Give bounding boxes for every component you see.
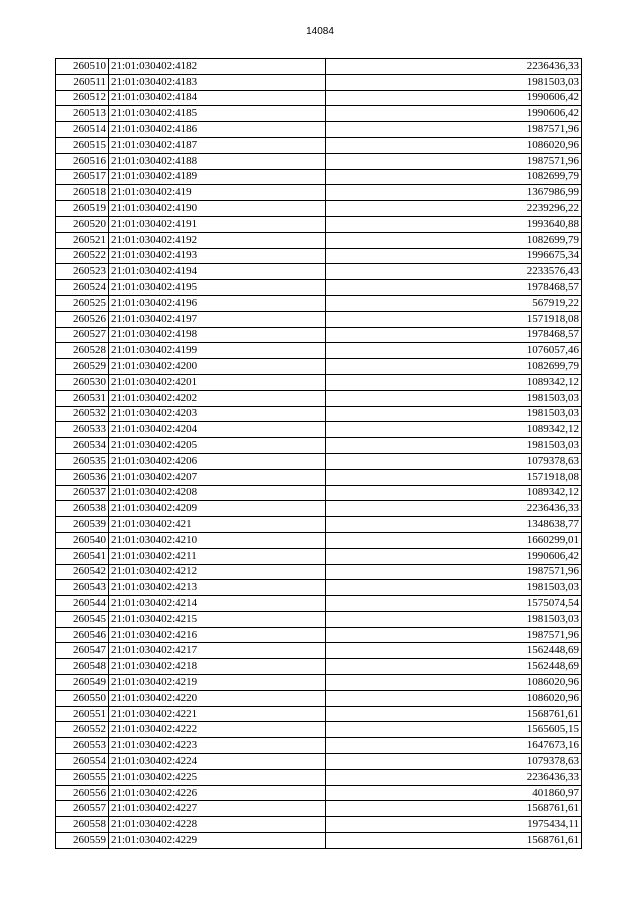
cadastral-value-cell: 1571918,08 [326,469,582,485]
table-row [56,153,582,169]
cadastral-number-cell: 21:01:030402:4196 [109,295,326,311]
cadastral-number-cell: 21:01:030402:4204 [109,422,326,438]
cadastral-number-cell: 21:01:030402:4228 [109,817,326,833]
cadastral-value-cell: 1990606,42 [326,106,582,122]
table-row [56,548,582,564]
cadastral-value-cell: 1086020,96 [326,675,582,691]
cadastral-number-cell: 21:01:030402:4201 [109,374,326,390]
table-row [56,137,582,153]
cadastral-number-cell: 21:01:030402:4221 [109,706,326,722]
row-number-cell: 260549 [56,675,109,691]
cadastral-number-cell: 21:01:030402:4186 [109,122,326,138]
row-number-cell: 260534 [56,438,109,454]
cadastral-number-cell: 21:01:030402:4213 [109,580,326,596]
row-number-cell: 260522 [56,248,109,264]
row-number-cell: 260559 [56,833,109,849]
row-number-cell: 260536 [56,469,109,485]
cadastral-value-cell: 1565605,15 [326,722,582,738]
table-row [56,754,582,770]
table-row [56,611,582,627]
row-number-cell: 260553 [56,738,109,754]
cadastral-number-cell: 21:01:030402:4203 [109,406,326,422]
row-number-cell: 260527 [56,327,109,343]
cadastral-value-cell: 1571918,08 [326,311,582,327]
cadastral-value-cell: 1981503,03 [326,611,582,627]
row-number-cell: 260550 [56,690,109,706]
table-row [56,264,582,280]
cadastral-number-cell: 21:01:030402:4224 [109,754,326,770]
row-number-cell: 260513 [56,106,109,122]
row-number-cell: 260556 [56,785,109,801]
table-row [56,722,582,738]
table-row [56,706,582,722]
table-row [56,785,582,801]
cadastral-value-cell: 1981503,03 [326,438,582,454]
cadastral-value-cell: 1996675,34 [326,248,582,264]
cadastral-number-cell: 21:01:030402:4219 [109,675,326,691]
cadastral-value-cell: 1987571,96 [326,122,582,138]
table-row [56,738,582,754]
row-number-cell: 260516 [56,153,109,169]
cadastral-number-cell: 21:01:030402:4222 [109,722,326,738]
cadastral-value-cell: 1089342,12 [326,485,582,501]
cadastral-number-cell: 21:01:030402:4206 [109,453,326,469]
cadastral-value-cell: 2236436,33 [326,501,582,517]
cadastral-value-cell: 2236436,33 [326,59,582,75]
table-row [56,201,582,217]
cadastral-value-cell: 1562448,69 [326,643,582,659]
cadastral-number-cell: 21:01:030402:4207 [109,469,326,485]
row-number-cell: 260526 [56,311,109,327]
cadastral-number-cell: 21:01:030402:4187 [109,137,326,153]
table-row [56,643,582,659]
cadastral-value-cell: 1568761,61 [326,801,582,817]
cadastral-value-cell: 1079378,63 [326,453,582,469]
cadastral-value-cell: 1367986,99 [326,185,582,201]
cadastral-value-cell: 1975434,11 [326,817,582,833]
cadastral-value-cell: 1086020,96 [326,690,582,706]
cadastral-number-cell: 21:01:030402:4223 [109,738,326,754]
cadastral-number-cell: 21:01:030402:4208 [109,485,326,501]
table-body [56,59,582,849]
cadastral-value-cell: 1575074,54 [326,596,582,612]
table-row [56,769,582,785]
table-row [56,280,582,296]
cadastral-value-cell: 1568761,61 [326,833,582,849]
row-number-cell: 260544 [56,596,109,612]
cadastral-number-cell: 21:01:030402:4210 [109,532,326,548]
table-row [56,216,582,232]
table-row [56,564,582,580]
cadastral-number-cell: 21:01:030402:4229 [109,833,326,849]
table-row [56,343,582,359]
row-number-cell: 260524 [56,280,109,296]
page-number: 14084 [306,26,334,37]
row-number-cell: 260530 [56,374,109,390]
row-number-cell: 260529 [56,359,109,375]
cadastral-value-cell: 1981503,03 [326,74,582,90]
table-row [56,106,582,122]
cadastral-number-cell: 21:01:030402:4184 [109,90,326,106]
cadastral-value-cell: 1978468,57 [326,280,582,296]
table-row [56,580,582,596]
row-number-cell: 260545 [56,611,109,627]
cadastral-value-cell: 1076057,46 [326,343,582,359]
table-row [56,390,582,406]
cadastral-number-cell: 21:01:030402:4211 [109,548,326,564]
table-row [56,248,582,264]
row-number-cell: 260532 [56,406,109,422]
cadastral-value-cell: 1978468,57 [326,327,582,343]
cadastral-value-cell: 2239296,22 [326,201,582,217]
table-row [56,90,582,106]
row-number-cell: 260548 [56,659,109,675]
cadastral-number-cell: 21:01:030402:4212 [109,564,326,580]
table-row [56,374,582,390]
cadastral-number-cell: 21:01:030402:4194 [109,264,326,280]
table-row [56,59,582,75]
row-number-cell: 260525 [56,295,109,311]
cadastral-value-cell: 1562448,69 [326,659,582,675]
row-number-cell: 260557 [56,801,109,817]
cadastral-value-cell: 1089342,12 [326,422,582,438]
cadastral-value-cell: 1660299,01 [326,532,582,548]
table-row [56,596,582,612]
table-row [56,74,582,90]
row-number-cell: 260552 [56,722,109,738]
cadastral-number-cell: 21:01:030402:4209 [109,501,326,517]
cadastral-value-cell: 1987571,96 [326,627,582,643]
cadastral-value-cell: 1990606,42 [326,548,582,564]
row-number-cell: 260521 [56,232,109,248]
table-row [56,532,582,548]
row-number-cell: 260547 [56,643,109,659]
cadastral-value-cell: 1082699,79 [326,359,582,375]
cadastral-number-cell: 21:01:030402:4183 [109,74,326,90]
row-number-cell: 260528 [56,343,109,359]
cadastral-number-cell: 21:01:030402:421 [109,517,326,533]
cadastral-number-cell: 21:01:030402:4218 [109,659,326,675]
cadastral-value-cell: 2236436,33 [326,769,582,785]
table-row [56,501,582,517]
cadastral-number-cell: 21:01:030402:4216 [109,627,326,643]
row-number-cell: 260541 [56,548,109,564]
cadastral-number-cell: 21:01:030402:4192 [109,232,326,248]
cadastral-value-cell: 2233576,43 [326,264,582,280]
row-number-cell: 260515 [56,137,109,153]
cadastral-number-cell: 21:01:030402:4189 [109,169,326,185]
table-row [56,406,582,422]
cadastral-number-cell: 21:01:030402:4217 [109,643,326,659]
cadastral-value-cell: 1348638,77 [326,517,582,533]
row-number-cell: 260535 [56,453,109,469]
cadastral-value-cell: 1987571,96 [326,153,582,169]
table-row [56,517,582,533]
cadastral-number-cell: 21:01:030402:4193 [109,248,326,264]
cadastral-number-cell: 21:01:030402:419 [109,185,326,201]
table-row [56,311,582,327]
row-number-cell: 260511 [56,74,109,90]
table-row [56,659,582,675]
cadastral-number-cell: 21:01:030402:4188 [109,153,326,169]
cadastral-value-cell: 1987571,96 [326,564,582,580]
table-row [56,675,582,691]
cadastral-number-cell: 21:01:030402:4190 [109,201,326,217]
row-number-cell: 260539 [56,517,109,533]
table-row [56,122,582,138]
cadastral-value-cell: 567919,22 [326,295,582,311]
row-number-cell: 260523 [56,264,109,280]
table-row [56,690,582,706]
table-row [56,453,582,469]
row-number-cell: 260538 [56,501,109,517]
row-number-cell: 260512 [56,90,109,106]
cadastral-number-cell: 21:01:030402:4195 [109,280,326,296]
cadastral-number-cell: 21:01:030402:4197 [109,311,326,327]
table-row [56,817,582,833]
row-number-cell: 260551 [56,706,109,722]
row-number-cell: 260510 [56,59,109,75]
cadastral-value-cell: 1082699,79 [326,232,582,248]
table-row [56,169,582,185]
cadastral-number-cell: 21:01:030402:4185 [109,106,326,122]
cadastral-value-cell: 1086020,96 [326,137,582,153]
cadastral-value-cell: 1981503,03 [326,580,582,596]
row-number-cell: 260514 [56,122,109,138]
table-row [56,801,582,817]
cadastral-number-cell: 21:01:030402:4215 [109,611,326,627]
row-number-cell: 260546 [56,627,109,643]
cadastral-value-cell: 401860,97 [326,785,582,801]
row-number-cell: 260542 [56,564,109,580]
cadastral-number-cell: 21:01:030402:4225 [109,769,326,785]
cadastral-number-cell: 21:01:030402:4227 [109,801,326,817]
row-number-cell: 260554 [56,754,109,770]
table-row [56,295,582,311]
table-row [56,359,582,375]
cadastral-value-cell: 1993640,88 [326,216,582,232]
cadastral-number-cell: 21:01:030402:4220 [109,690,326,706]
cadastral-number-cell: 21:01:030402:4200 [109,359,326,375]
row-number-cell: 260537 [56,485,109,501]
cadastral-number-cell: 21:01:030402:4202 [109,390,326,406]
table-row [56,438,582,454]
cadastral-value-cell: 1568761,61 [326,706,582,722]
table-row [56,833,582,849]
table-row [56,327,582,343]
cadastral-number-cell: 21:01:030402:4199 [109,343,326,359]
cadastral-value-cell: 1647673,16 [326,738,582,754]
cadastral-value-cell: 1990606,42 [326,90,582,106]
table-row [56,232,582,248]
cadastral-value-cell: 1089342,12 [326,374,582,390]
table-row [56,422,582,438]
cadastral-value-cell: 1082699,79 [326,169,582,185]
cadastral-value-cell: 1981503,03 [326,390,582,406]
cadastral-number-cell: 21:01:030402:4182 [109,59,326,75]
row-number-cell: 260543 [56,580,109,596]
row-number-cell: 260519 [56,201,109,217]
row-number-cell: 260555 [56,769,109,785]
row-number-cell: 260558 [56,817,109,833]
table-row [56,185,582,201]
cadastral-value-table [55,58,582,849]
row-number-cell: 260540 [56,532,109,548]
row-number-cell: 260520 [56,216,109,232]
table-row [56,627,582,643]
cadastral-number-cell: 21:01:030402:4205 [109,438,326,454]
cadastral-number-cell: 21:01:030402:4198 [109,327,326,343]
cadastral-value-cell: 1079378,63 [326,754,582,770]
row-number-cell: 260517 [56,169,109,185]
cadastral-value-cell: 1981503,03 [326,406,582,422]
table-row [56,469,582,485]
table-row [56,485,582,501]
cadastral-number-cell: 21:01:030402:4191 [109,216,326,232]
row-number-cell: 260518 [56,185,109,201]
row-number-cell: 260533 [56,422,109,438]
cadastral-number-cell: 21:01:030402:4214 [109,596,326,612]
row-number-cell: 260531 [56,390,109,406]
cadastral-number-cell: 21:01:030402:4226 [109,785,326,801]
